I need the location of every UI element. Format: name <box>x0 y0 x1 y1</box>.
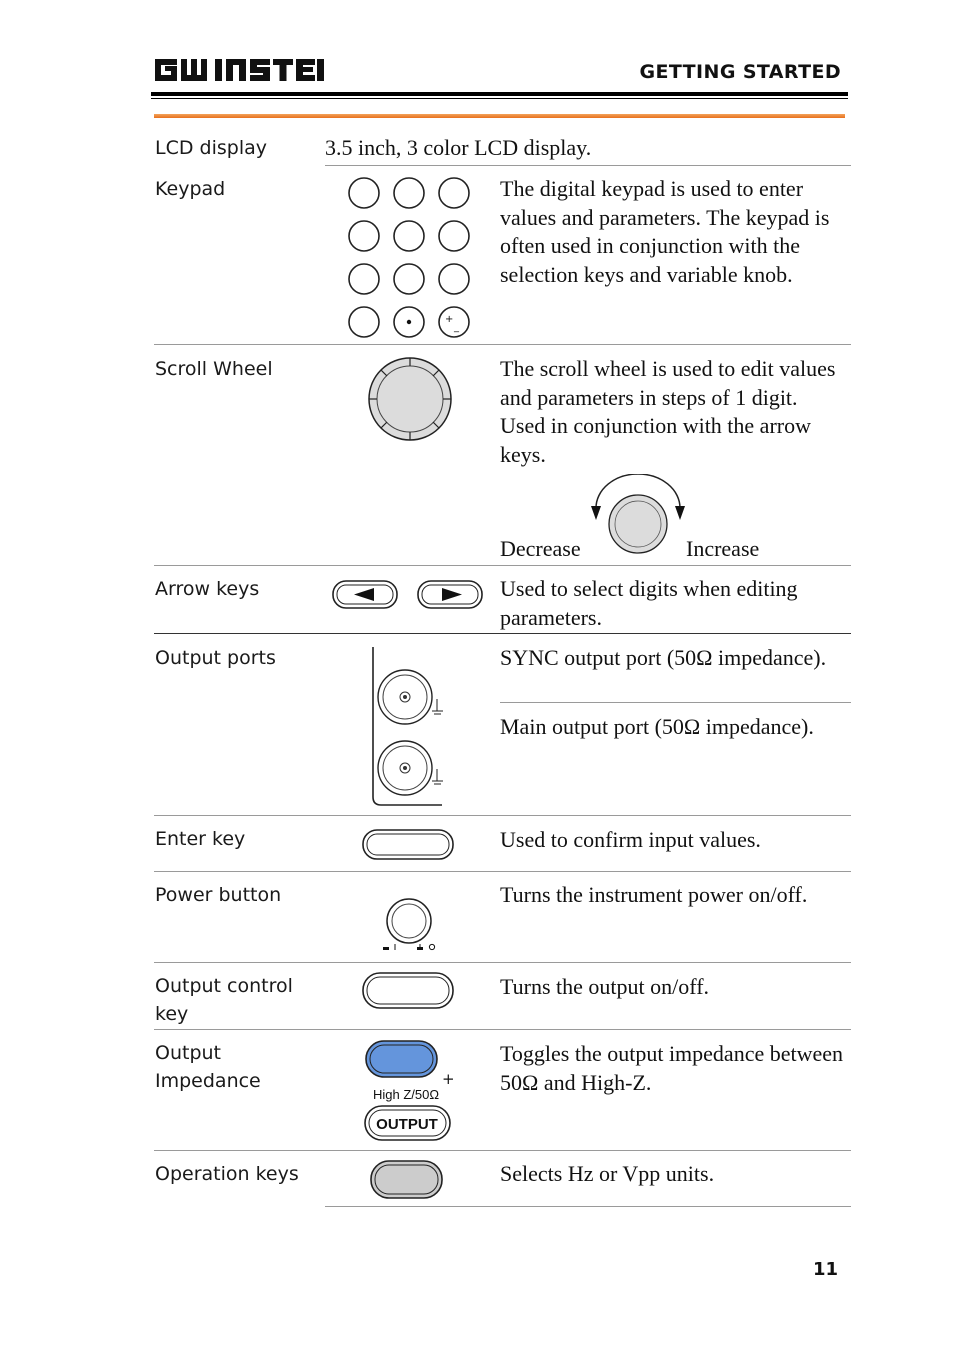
enter-key-description: Used to confirm input values. <box>500 827 761 852</box>
keypad-description: The digital keypad is used to enter values and parameters. The keypad is often used in conjunction with the selection keys and variable knob. <box>500 176 830 287</box>
power-button-label: Power button <box>155 884 282 906</box>
arrow-keys-description: Used to select digits when editing parameters. <box>500 576 798 630</box>
arrow-keys-label: Arrow keys <box>155 578 260 600</box>
lcd-display-label: LCD display <box>155 137 267 159</box>
plus-sign: + <box>442 1070 455 1088</box>
header-rule-thin <box>151 98 848 99</box>
accent-rule <box>154 114 845 118</box>
output-control-key-icon <box>361 971 457 1011</box>
impedance-key-caption: High Z/50Ω <box>373 1087 440 1102</box>
enter-key-label: Enter key <box>155 828 246 850</box>
operation-keys-description: Selects Hz or Vpp units. <box>500 1161 715 1186</box>
divider <box>154 871 851 872</box>
output-impedance-label <box>155 1039 261 1095</box>
divider <box>154 815 851 816</box>
divider <box>500 702 851 703</box>
scroll-wheel-icon <box>365 354 455 444</box>
decrease-label: Decrease <box>500 536 581 561</box>
output-impedance-label-line2: Impedance <box>155 1070 261 1092</box>
output-ports-icon <box>368 645 452 810</box>
divider <box>154 565 851 566</box>
enter-key-icon <box>361 828 457 862</box>
output-control-label-line1: Output control <box>155 975 293 997</box>
output-impedance-description: Toggles the output impedance between 50Ω and High-Z. <box>500 1041 844 1095</box>
keypad-icon <box>344 174 474 340</box>
operation-key-icon <box>368 1158 448 1202</box>
output-impedance-label-line1: Output <box>155 1042 221 1064</box>
divider <box>154 633 851 634</box>
keypad-label: Keypad <box>155 178 226 200</box>
output-control-description: Turns the output on/off. <box>500 974 710 999</box>
output-button-label: OUTPUT <box>376 1116 438 1133</box>
page-number: 11 <box>813 1259 839 1280</box>
arrow-keys-icon <box>330 578 488 612</box>
divider <box>154 1150 851 1151</box>
header-rule <box>151 92 848 96</box>
power-button-description: Turns the instrument power on/off. <box>500 882 808 907</box>
output-impedance-icon <box>360 1037 460 1147</box>
divider <box>154 1029 851 1030</box>
divider <box>154 962 851 963</box>
sync-port-description: SYNC output port (50Ω impedance). <box>500 645 827 670</box>
scroll-wheel-description: The scroll wheel is used to edit values and parameters in steps of 1 digit. Used in conjunction with the arrow keys. <box>500 356 836 467</box>
section-title: GETTING STARTED <box>639 61 841 83</box>
output-control-label-line2: key <box>155 1003 189 1025</box>
scroll-wheel-label: Scroll Wheel <box>155 358 273 380</box>
operation-keys-label: Operation keys <box>155 1163 299 1185</box>
svg-text:_: _ <box>454 322 459 333</box>
increase-label: Increase <box>686 536 760 561</box>
power-button-icon <box>378 894 440 956</box>
output-control-label <box>155 972 293 1028</box>
output-ports-label: Output ports <box>155 647 276 669</box>
main-port-description: Main output port (50Ω impedance). <box>500 714 814 739</box>
divider <box>325 165 851 166</box>
divider <box>154 344 851 345</box>
lcd-display-description: 3.5 inch, 3 color LCD display. <box>325 135 592 160</box>
svg-text:+: + <box>445 314 454 325</box>
rotation-direction-icon <box>590 474 686 558</box>
divider <box>325 1206 851 1207</box>
gw-instek-logo <box>153 55 325 85</box>
